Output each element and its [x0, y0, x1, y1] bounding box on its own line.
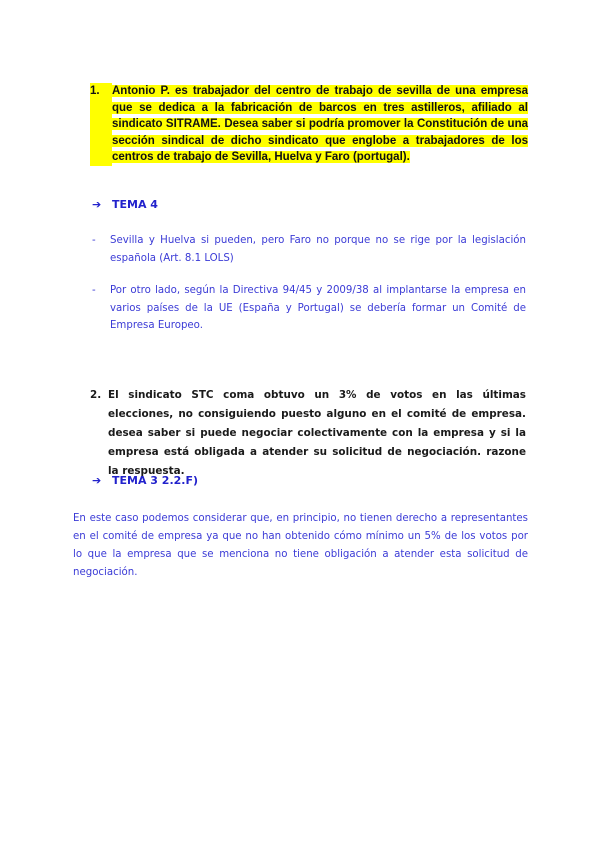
arrow-right-icon: ➔ [92, 474, 102, 487]
bullet-dash: - [92, 235, 96, 246]
question-1 [90, 83, 528, 166]
question-2 [90, 386, 526, 481]
arrow-right-icon: ➔ [92, 198, 102, 211]
tema-4-label: TEMA 4 [112, 198, 158, 211]
bullet-item-1-text: Sevilla y Huelva si pueden, pero Faro no porque no se rige por la legislación española (Art. 8.1 LOLS) [110, 235, 526, 264]
question-1-number: 1. [90, 83, 112, 166]
question-2-number: 2. [90, 389, 102, 401]
bullet-item-2-text: Por otro lado, según la Directiva 94/45 y 2009/38 al implantarse la empresa en varios países de la UE (España y Portugal) se debería formar un Comité de Empresa Europeo. [110, 285, 526, 331]
bullet-item-1 [92, 232, 526, 267]
question-2-text: El sindicato STC coma obtuvo un 3% de votos en las últimas elecciones, no consiguiendo puesto alguno en el comité de empresa. desea saber si puede negociar colectivamente con la empresa y si la empresa está obligada a atender su solicitud de negociación. razone la respuesta. [108, 389, 526, 477]
tema-3-label: TEMA 3 2.2.F) [112, 474, 198, 487]
answer-paragraph: En este caso podemos considerar que, en principio, no tienen derecho a representantes en el comité de empresa ya que no han obtenido cómo mínimo un 5% de los votos por lo que la empresa que se menciona no tiene obligación a atender esta solicitud de negociación. [73, 513, 528, 578]
question-1-text: Antonio P. es trabajador del centro de trabajo de sevilla de una empresa que se dedica a la fabricación de barcos en tres astilleros, afiliado al sindicato SITRAME. Desea saber si podría promover la Constitución de una sección sindical de dicho sindicato que englobe a trabajadores de los centros de trabajo de Sevilla, Huelva y Faro (portugal). [112, 85, 528, 163]
tema-3-heading [92, 474, 198, 487]
tema-4-heading [92, 198, 158, 211]
bullet-item-2 [92, 282, 526, 335]
bullet-dash: - [92, 285, 96, 296]
